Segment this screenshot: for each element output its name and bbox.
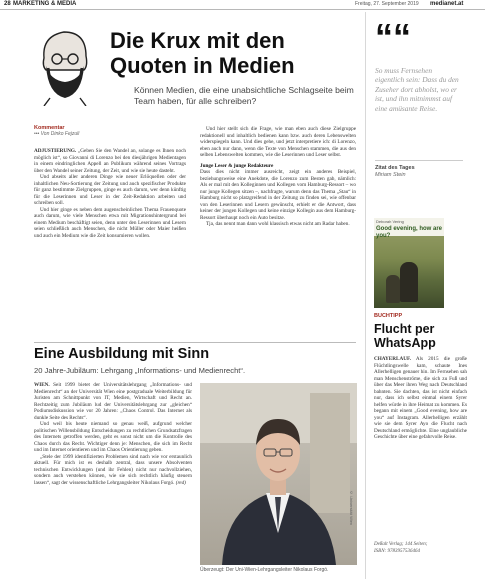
quote-text: So muss Fernsehen eigentlich sein: Dass du den Zuseher dort abholst, wo er ist, und ihn mitnimmst auf eine amüsante Reise. [375,66,459,113]
paragraph: Und weil bis heute niemand so genau weiß, aufgrund welcher politischen Willensbildung Entscheidungen zu rechtlichen Grundsatzfragen des Internets getroffen werden, geht es sonst nicht um die Kontrolle des Chaos durch das Recht. Wichtiger denn je: Menschen, die sich im Recht und im Internet orientieren und im Chaos Orientierung geben. [34,421,192,453]
paragraph [34,454,192,487]
article-headline: Die Krux mit den Quoten in Medien [110,28,295,78]
book-isbn: ISBN: 9783957536464 [374,548,420,554]
quote-divider [375,160,463,161]
article-column-1 [34,148,186,239]
paragraph [374,356,467,441]
article-kicker: Kommentar [34,125,65,131]
book-cover-figure [400,262,418,302]
paragraph: Dass dies nicht immer ausreicht, zeigt ein anderes Beispiel, beziehungsweise eine Anekdote, die Lorenzo zum Besten gab, nämlich: Als er mal mit den Kolleginnen und Kollegen vom Hamburg-Ressort – wo nur junge Kollegen sitzen –, nachfragte, warum denn das Thema „Stau“ in Hamburg nicht so platzgreifend in der Zeitung zu finden sei, wie offenbar von den Leserinnen und Lesern gewünscht, erhielt er die Antwort, dass keiner der jungen Kollegen und keine einzige Kollegin aus dem Hamburg-Ressort überhaupt noch ein Auto besitze. [200,169,356,221]
paragraph-text: „Stele der 1999 identifizierten Problemen sind nach wie vor erstaunlich aktuell. Für mich ist es deshalb zentral, dass unsere Absolventen technischen Entwicklungen (und ihr Fehlen) nicht nur nachvollziehen, sondern auch verstehen können, wie sie sich rechtlich häufig steuern lassen“, sagt der wissenschaftliche Lehrgangsleiter Nikolaus Forgó. [34,453,192,486]
article-column [34,382,192,486]
paragraph-text: Als 2015 die große Flüchtlingswelle kam, schaute Ines Allerhelligen genauer hin. Im Fernsehen sah man Menschenströme, die sich zu Fuß und über das Meer ihren Weg nach Deutschland bahnten. Sie dachten, das ist nicht einfach nur, dass ich selbst einmal einem Syrer helfen würde in ihre Heimat zu kommen. Es begann mit einem „Good evening, how are you“ auf Instagram. Allerhelligen erzählt wie sie dem Syrer Ayo die Flucht nach Deutschland ermöglichte. Eine unglaubliche Geschichte über eine gefahrvolle Reise. [374,356,467,440]
paragraph: Und hier ginge es neben dem augenscheinlichen Thema Frauenquote auch darum, wie viele Menschen etwa mit Migrationshintergrund bei einem Medium beschäftigt seien, denn unter den Leserinnen und Lesern seien schließlich auch Menschen, die nicht Müller oder Maier heißen und auch ein Medium wie die Zeit konsumieren wollen. [34,206,186,239]
book-cover-title: Good evening, how are you? [376,226,443,239]
paragraph: Und hier stellt sich die Frage, wie man eben auch diese Zielgruppe redaktionell und inhaltlich bedienen kann bzw. auch deren Lebenswelten widerspiegeln kann. Und dies gehe, und jetzt interpretiere ich: di Lorenzo, eben auch nur dann, wenn die Texte von Menschen stammen, die aus den selben Lebenswelten kommen, wie die Leserinnen und Leser selbst. [200,126,356,158]
quote-label: Zitat des Tages [375,165,415,171]
paragraph-text: „Geben Sie den Wandel an, solange es Ihnen noch möglich ist“, so Giovanni di Lorenzo bei den diesjährigen Medientagen in einem eindringlichen Appell an Publikum während seines Vortrags über den Wandel seiner Zeitung, der Zeit, und wie sie heute dasteht. [34,148,186,174]
paragraph-lead: CHAYERLAUF. [374,356,411,362]
column-divider [365,12,366,579]
article-credit: (red) [175,479,186,486]
paragraph [34,148,186,174]
issue-date: Freitag, 27. September 2019 [355,1,419,7]
portrait-figure [200,383,357,565]
book-publisher: Deßalt Verlag; 144 Seiten; [374,542,428,547]
page-number: 28 [4,1,11,7]
photo-caption: Überzeugt: Der Uni-Wien-Lehrgangsleiter Nikolaus Forgó. [200,567,329,573]
buchtipp-body [374,356,467,441]
section-name: MARKETING & MEDIA [13,1,77,7]
buchtipp-label: BUCHTIPP [374,313,403,319]
paragraph: Tja, das nennt man dann wohl klassisch etwas nicht am Radar haben. [206,221,350,227]
article-divider [34,342,356,343]
article-byline: ••• Von Dinko Fejzuli [34,131,80,137]
buchtipp-title: Flucht per WhatsApp [374,322,436,350]
paragraph: Und abseits aller anderen Dinge wie neuer Erlöquellen oder der inhaltlichen Neu-Sortierung der Zeitung und auch spezifischer Produkte für ganz bestimmte Zielgruppen, ginge es auch darum, wer denn künftig für die Leserinnen und Leser in der Zeit-Redaktion arbeiten und schreiben soll. [34,174,186,206]
photo-credit: © Universität Wien [349,489,354,525]
portrait-photo [200,383,357,565]
book-cover-author: Deborah Vering [376,219,404,224]
header-divider [0,9,485,10]
author-caricature [34,26,96,106]
buchtipp-meta [374,542,467,555]
article-headline: Eine Ausbildung mit Sinn [34,346,210,362]
paragraph-lead: ADJUSTIERUNG. [34,148,77,154]
article-subtitle: 20 Jahre-Jubiläum: Lehrgang „Informations- und Medienrecht“. [34,366,246,375]
paragraph [34,382,192,421]
quote-author: Miriam Stein [375,172,406,178]
article-subtitle: Können Medien, die eine unabsichtliche Schlagseite beim Team haben, für alle schreiben? [134,85,354,106]
site-name: medianet.at [430,1,464,7]
paragraph-text: Seit 1999 bietet der Universitätslehrgang „Informations- und Medienrecht“ an der Universität Wien eine postgraduale Weiterbildung für Juristen am Schnittpunkt von IT, Medien, Wirtschaft und Recht an. Rechtzeitig zum Jubiläum lud der Universitätslehrgang zur „gleichen“ Podiumsdiskussion wie vor 20 Jahren: „Chaos Control. Das Internet als dunkle Seite des Rechts“. [34,382,192,421]
quote-mark-icon: ““ [375,16,411,57]
article-column-2 [200,126,356,228]
paragraph-lead: WIEN. [34,382,50,388]
column-subhead: Junge Leser & junge Redakteure [200,162,274,169]
book-cover-figure [386,275,400,303]
